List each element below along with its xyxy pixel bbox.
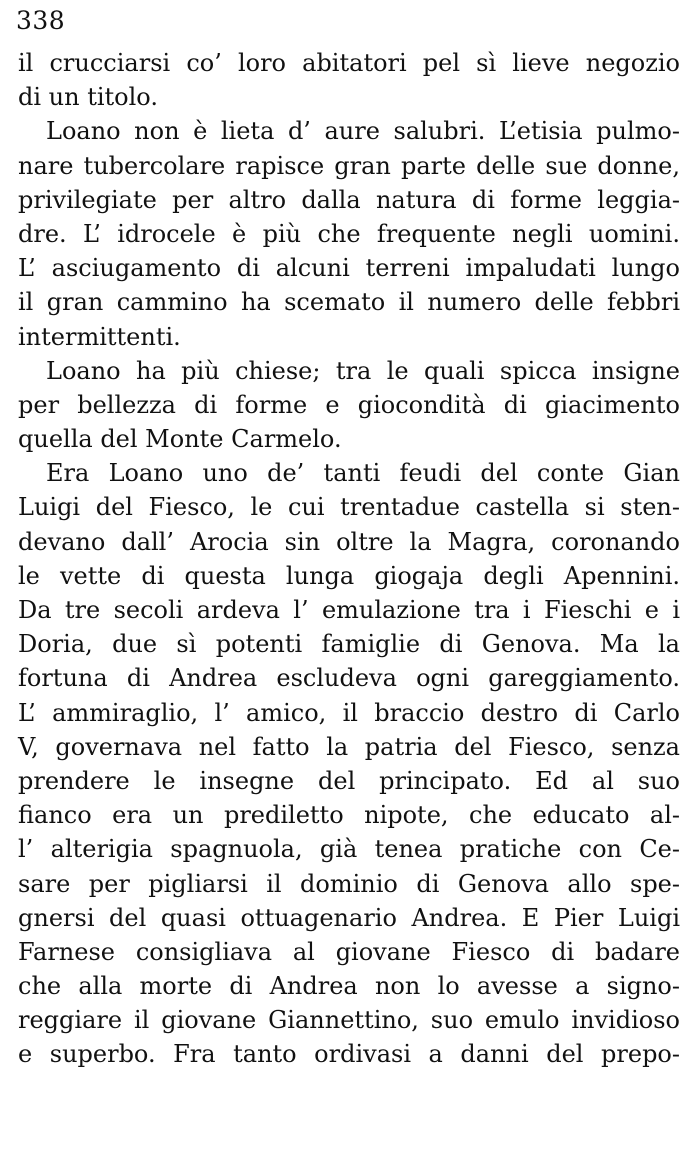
text-line: le vette di questa lunga giogaja degli Apennini. [18,561,680,590]
text-line: sare per pigliarsi il dominio di Genova allo spe- [18,869,680,898]
page-number: 338 [16,6,66,35]
text-line: devano dall’ Arocia sin oltre la Magra, coronando [18,527,680,556]
text-line: Doria, due sì potenti famiglie di Genova. Ma la [18,630,680,659]
paragraph [18,354,680,457]
text-line: e superbo. Fra tanto ordivasi a danni del prepo- [18,1040,680,1069]
text-line: Farnese consigliava al giovane Fiesco di badare [18,937,680,966]
text-line: dre. L’ idrocele è più che frequente negli uomini. [18,219,680,248]
text-line: Era Loano uno de’ tanti feudi del conte Gian [46,459,680,488]
text-line: L’ asciugamento di alcuni terreni impaludati lungo [18,254,680,283]
text-line: prendere le insegne del principato. Ed al suo [18,766,680,795]
text-line: per bellezza di forme e giocondità di giacimento [18,390,680,419]
text-line: privilegiate per altro dalla natura di forme leggia- [18,185,680,214]
text-line: L’ ammiraglio, l’ amico, il braccio destro di Carlo [18,698,680,727]
body-text [18,46,680,1072]
text-line: fianco era un prediletto nipote, che educato al- [18,801,680,830]
text-line: il gran cammino ha scemato il numero delle febbri [18,288,680,317]
text-line: Loano non è lieta d’ aure salubri. L’etisia pulmo- [46,117,680,146]
text-line: intermittenti. [18,322,181,351]
text-line: Loano ha più chiese; tra le quali spicca insigne [46,356,680,385]
text-line: fortuna di Andrea escludeva ogni gareggiamento. [18,664,680,693]
text-line: che alla morte di Andrea non lo avesse a signo- [18,972,680,1001]
text-line: V, governava nel fatto la patria del Fiesco, senza [18,732,680,761]
text-line: gnersi del quasi ottuagenario Andrea. E Pier Luigi [18,903,680,932]
text-line: il crucciarsi co’ loro abitatori pel sì lieve negozio [18,49,680,77]
paragraph [18,114,680,353]
text-line: nare tubercolare rapisce gran parte delle sue donne, [18,151,680,180]
text-line: Da tre secoli ardeva l’ emulazione tra i Fieschi e i [18,596,680,624]
paragraph [18,456,680,1071]
text-line: l’ alterigia spagnuola, già tenea pratiche con Ce- [18,835,680,864]
text-line: di un titolo. [18,83,158,112]
text-line: quella del Monte Carmelo. [18,425,342,454]
text-line: reggiare il giovane Giannettino, suo emulo invidioso [18,1006,680,1035]
paragraph [18,46,680,114]
text-line: Luigi del Fiesco, le cui trentadue castella si sten- [18,493,680,522]
